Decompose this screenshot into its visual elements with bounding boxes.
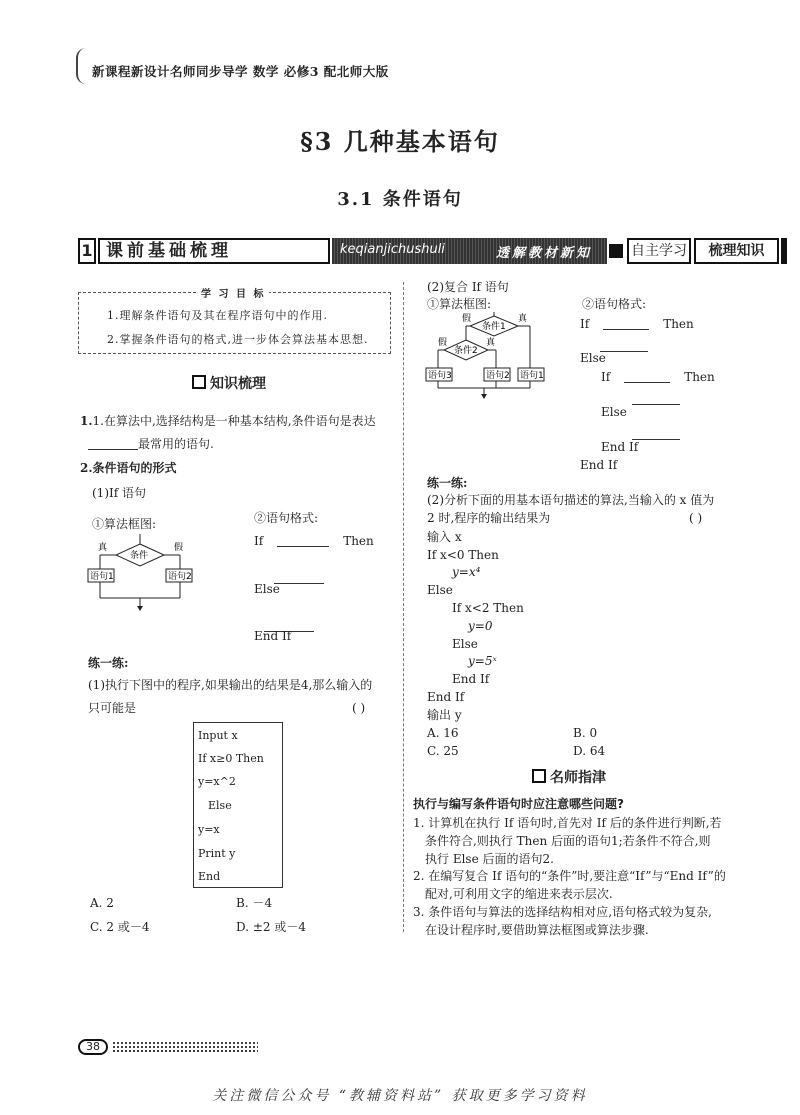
tips-question: 执行与编写条件语句时应注意哪些问题? <box>413 797 624 811</box>
code-line: End If <box>427 690 465 704</box>
flowchart-label: ①算法框图: <box>92 517 157 531</box>
if-statement-label: (1)If 语句 <box>92 486 146 500</box>
choice-d: D. 64 <box>573 744 606 758</box>
choice-a: A. 2 <box>90 896 114 910</box>
c-fmt-blank <box>632 391 680 405</box>
compound-if-label: (2)复合 If 语句 <box>427 280 509 294</box>
program-line: End <box>198 870 221 883</box>
practice2-question-cont: 2 时,程序的输出结果为 <box>427 511 551 525</box>
fmt-endif: End If <box>254 629 292 643</box>
fc2-true2: 真 <box>486 338 496 348</box>
tip-line: 条件符合,则执行 Then 后面的语句1;若条件不符合,则 <box>425 834 711 848</box>
fc2-cond1: 条件1 <box>482 322 506 332</box>
fc-false: 假 <box>174 543 184 553</box>
fc2-s3: 语句3 <box>428 371 452 381</box>
program-box <box>193 722 283 888</box>
column-divider <box>403 282 404 932</box>
fmt-if: If Then <box>254 534 374 548</box>
choice-a: A. 16 <box>427 726 459 740</box>
choice-d: D. ±2 或－4 <box>236 920 306 934</box>
learning-goals-tag: 学 习 目 标 <box>197 285 269 300</box>
header-bracket <box>76 48 88 84</box>
banner-end-bar <box>781 238 787 264</box>
banner-main-title: 课前基础梳理 <box>98 238 330 264</box>
code-line: 输出 y <box>427 708 462 722</box>
answer-paren: ( ) <box>689 511 703 525</box>
choice-b: B. 0 <box>573 726 598 740</box>
code-line: Else <box>452 637 478 651</box>
fmt-blank <box>274 570 324 584</box>
code-line: Else <box>427 583 453 597</box>
fc2-s1: 语句1 <box>520 371 544 381</box>
practice2-question: (2)分析下面的用基本语句描述的算法,当输入的 x 值为 <box>427 493 715 507</box>
banner-self-study: 自主学习 <box>627 238 691 264</box>
c-fmt-if2: If Then <box>601 370 715 384</box>
tips-heading: 名师指津 <box>532 767 606 787</box>
tip-line: 2. 在编写复合 If 语句的“条件”时,要注意“If”与“End If”的 <box>413 869 726 883</box>
code-line: End If <box>452 672 490 686</box>
c-fmt-endif2: End If <box>601 440 639 454</box>
page-dots <box>112 1041 258 1053</box>
fc2-cond2: 条件2 <box>454 346 478 356</box>
section-banner <box>78 238 765 264</box>
learning-goals-box <box>78 289 391 354</box>
tip-line: 执行 Else 后面的语句2. <box>425 852 554 866</box>
banner-review: 梳理知识 <box>694 238 779 264</box>
if-flowchart <box>86 534 196 614</box>
code-line: y=0 <box>468 619 493 633</box>
compound-flowchart <box>422 312 550 400</box>
compound-format-label: ②语句格式: <box>582 297 647 311</box>
question-2: 2.条件语句的形式 <box>80 461 177 475</box>
code-line: If x<0 Then <box>427 548 499 562</box>
code-line: y=x⁴ <box>452 565 481 579</box>
code-line: 输入 x <box>427 530 462 544</box>
practice1-heading: 练一练: <box>88 656 129 670</box>
program-line: y=x <box>198 823 220 836</box>
tip-line: 在设计程序时,要借助算法框图或算法步骤. <box>425 923 649 937</box>
knowledge-heading: 知识梳理 <box>192 373 266 393</box>
choice-b: B. －4 <box>236 896 273 910</box>
goal-item: 2.掌握条件语句的格式,进一步体会算法基本思想. <box>107 333 369 346</box>
fc2-false: 假 <box>462 314 472 324</box>
goal-item: 1.理解条件语句及其在程序语句中的作用. <box>107 309 328 322</box>
page-number-strip <box>78 1039 258 1059</box>
subsection-title: 3.1 条件语句 <box>337 189 463 210</box>
compound-flow-label: ①算法框图: <box>427 297 492 311</box>
question-1-cont: 最常用的语句. <box>88 438 214 450</box>
running-header: 新课程新设计名师同步导学 数学 必修3 配北师大版 <box>92 64 389 79</box>
fc-s1: 语句1 <box>90 572 114 582</box>
code-line: y=5ˣ <box>468 654 497 668</box>
format-label: ②语句格式: <box>254 511 319 525</box>
practice1-question: (1)执行下图中的程序,如果输出的结果是4,那么输入的 <box>88 678 373 692</box>
code-line: If x<2 Then <box>452 601 524 615</box>
fmt-else: Else <box>254 582 280 596</box>
banner-slogan: 透解教材新知 <box>496 246 593 261</box>
fc2-false2: 假 <box>438 338 448 348</box>
tip-line: 1. 计算机在执行 If 语句时,首先对 If 后的条件进行判断,若 <box>413 816 722 830</box>
page-number: 38 <box>78 1039 108 1055</box>
program-line: Input x <box>198 729 238 742</box>
fc2-s2: 语句2 <box>486 371 510 381</box>
choice-c: C. 25 <box>427 744 459 758</box>
question-1: 1.1.在算法中,选择结构是一种基本结构,条件语句是表达 <box>80 414 376 428</box>
fc-s2: 语句2 <box>168 572 192 582</box>
heading-icon <box>192 375 206 389</box>
choice-c: C. 2 或－4 <box>90 920 150 934</box>
banner-square-icon <box>609 244 623 258</box>
section-title: §3 几种基本语句 <box>300 127 500 156</box>
answer-paren: ( ) <box>352 701 366 715</box>
c-fmt-endif: End If <box>580 458 618 472</box>
fc-cond: 条件 <box>130 551 149 561</box>
banner-pinyin: keqianjichushuli <box>340 242 445 257</box>
heading-icon <box>532 769 546 783</box>
tip-line: 配对,可利用文字的缩进来表示层次. <box>425 887 613 901</box>
fc-true: 真 <box>98 543 108 553</box>
practice2-heading: 练一练: <box>427 476 468 490</box>
c-fmt-blank <box>600 338 648 352</box>
banner-number: 1 <box>78 238 96 264</box>
program-line: If x≥0 Then <box>198 752 264 765</box>
practice1-question-cont: 只可能是 <box>88 701 137 715</box>
tip-line: 3. 条件语句与算法的选择结构相对应,语句格式较为复杂, <box>413 905 712 919</box>
c-fmt-if: If Then <box>580 317 694 331</box>
program-line: Print y <box>198 847 236 860</box>
c-fmt-blank <box>632 426 680 440</box>
program-line: Else <box>208 799 232 812</box>
fc2-true: 真 <box>518 314 528 324</box>
footer-note: 关注微信公众号 “教辅资料站” 获取更多学习资料 <box>212 1088 588 1104</box>
c-fmt-else2: Else <box>601 405 627 419</box>
c-fmt-else: Else <box>580 351 606 365</box>
program-line: y=x^2 <box>198 775 236 788</box>
